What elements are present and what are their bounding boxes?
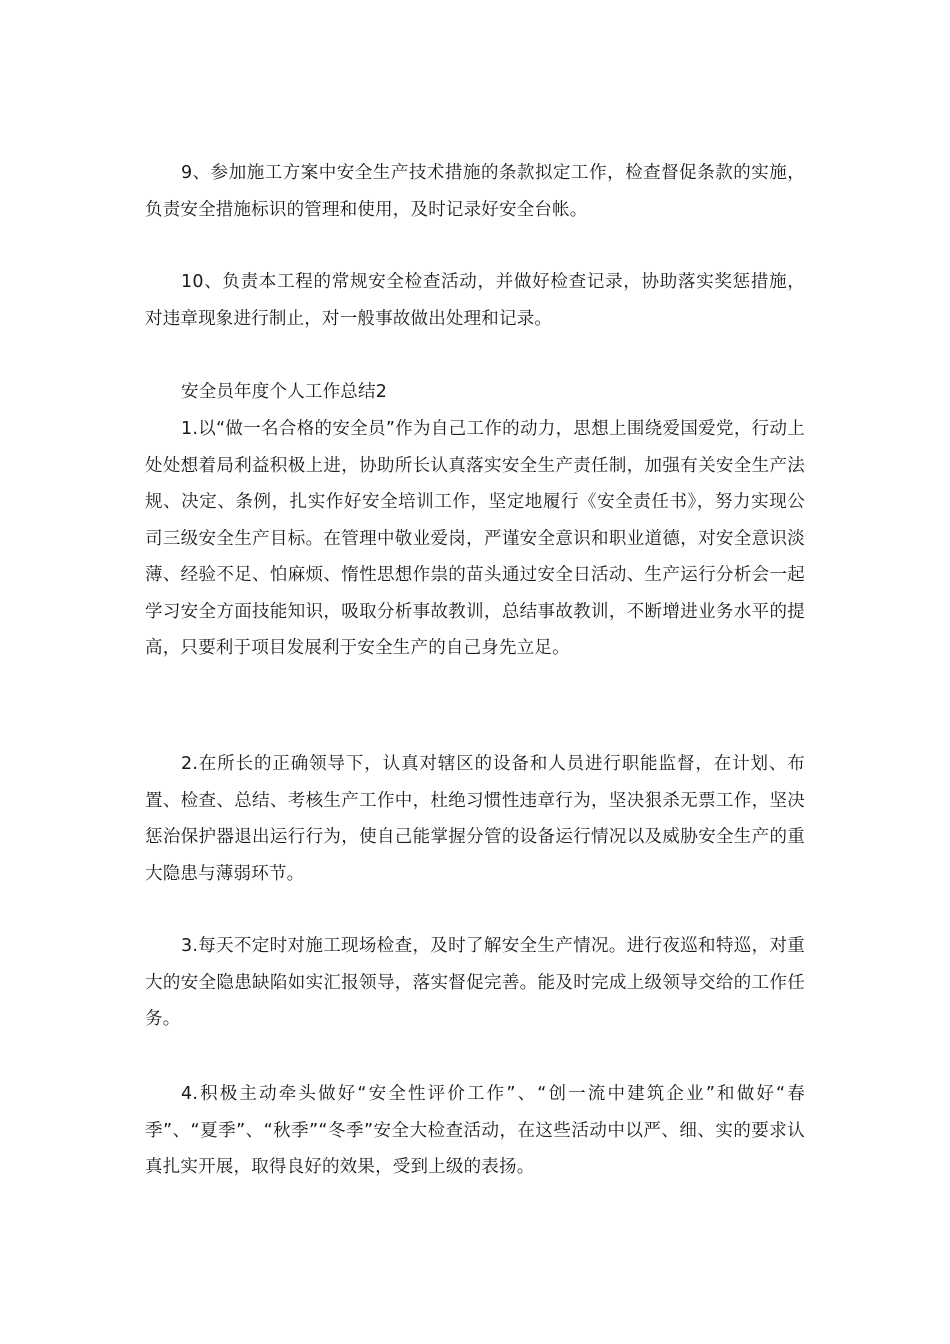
section-title: 安全员年度个人工作总结2 bbox=[181, 382, 388, 402]
paragraph-point-4: 4.积极主动牵头做好“安全性评价工作”、“创一流中建筑企业”和做好“春季”、“夏季”、“秋季”“冬季”安全大检查活动，在这些活动中以严、细、实的要求认真扎实开展，取得良好的效果，受到上级的表扬。 bbox=[145, 1084, 805, 1177]
paragraph-point-2: 2.在所长的正确领导下，认真对辖区的设备和人员进行职能监督，在计划、布置、检查、总结、考核生产工作中，杜绝习惯性违章行为，坚决狠杀无票工作，坚决惩治保护器退出运行行为，使自己能掌握分管的设备运行情况以及威胁安全生产的重大隐患与薄弱环节。 bbox=[145, 754, 805, 884]
paragraph-item-9: 9、参加施工方案中安全生产技术措施的条款拟定工作，检查督促条款的实施，负责安全措施标识的管理和使用，及时记录好安全台帐。 bbox=[145, 163, 805, 220]
paragraph-item-10: 10、负责本工程的常规安全检查活动，并做好检查记录，协助落实奖惩措施，对违章现象进行制止，对一般事故做出处理和记录。 bbox=[145, 272, 805, 329]
paragraph-point-3: 3.每天不定时对施工现场检查，及时了解安全生产情况。进行夜巡和特巡，对重大的安全隐患缺陷如实汇报领导，落实督促完善。能及时完成上级领导交给的工作任务。 bbox=[145, 936, 805, 1029]
paragraph-point-1: 1.以“做一名合格的安全员”作为自己工作的动力，思想上围绕爱国爱党，行动上处处想着局利益积极上进，协助所长认真落实安全生产责任制，加强有关安全生产法规、决定、条例，扎实作好安全培训工作，坚定地履行《安全责任书》，努力实现公司三级安全生产目标。在管理中敬业爱岗，严谨安全意识和职业道德，对安全意识淡薄、经验不足、怕麻烦、惰性思想作祟的苗头通过安全日活动、生产运行分析会一起学习安全方面技能知识，吸取分析事故教训，总结事故教训，不断增进业务水平的提高，只要利于项目发展利于安全生产的自己身先立足。 bbox=[145, 419, 805, 658]
